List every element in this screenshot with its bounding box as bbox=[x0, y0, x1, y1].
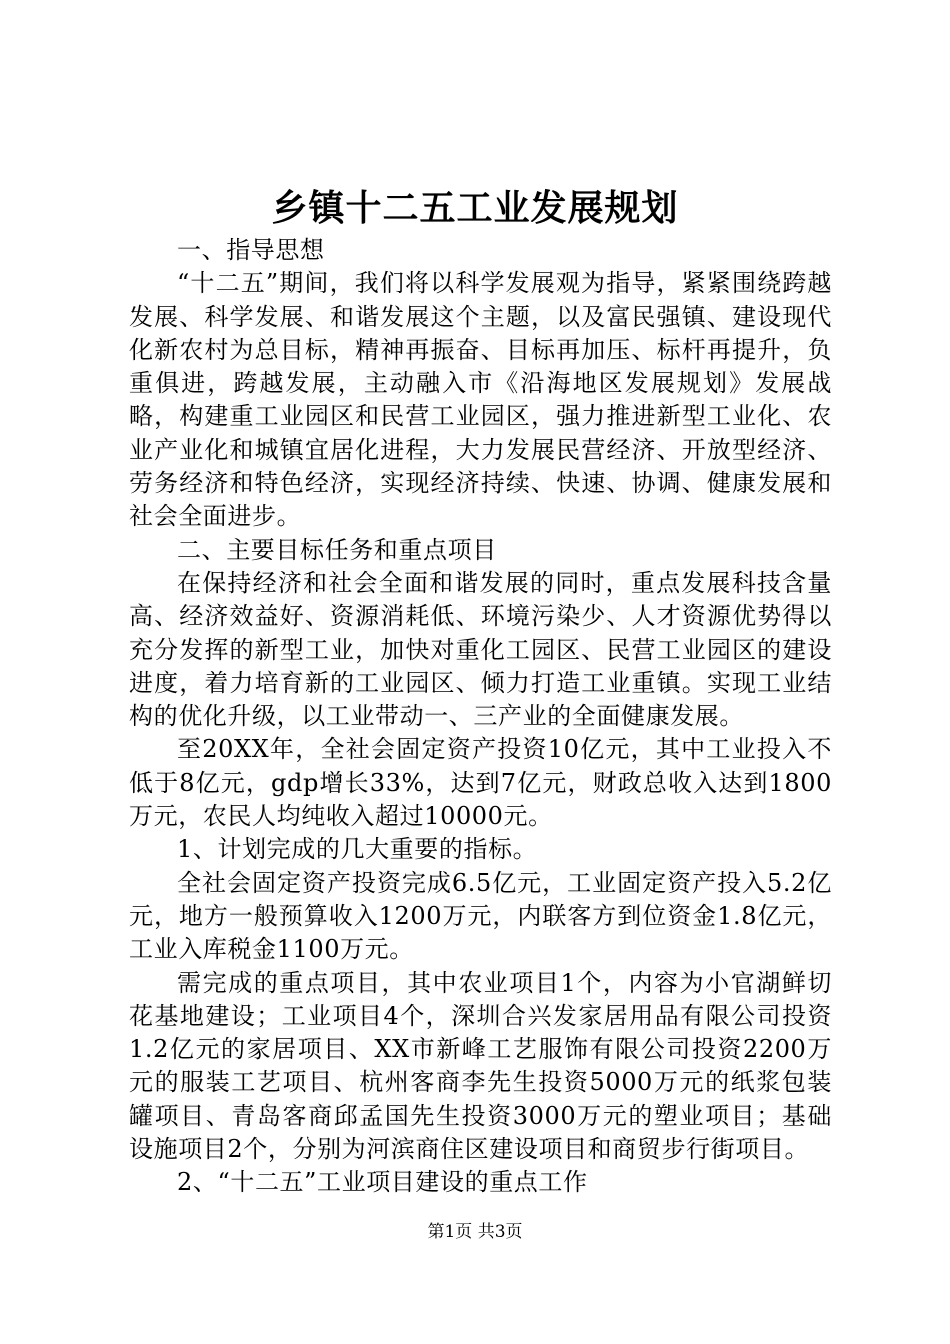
paragraph-key-projects: 需完成的重点项目，其中农业项目1个，内容为小官湖鲜切花基地建设；工业项目4个，深圳合兴发家居用品有限公司投资1.2亿元的家居项目、XX市新峰工艺服饰有限公司投资2200万元的服装工艺项目、杭州客商李先生投资5000万元的纸浆包装罐项目、青岛客商邱孟国先生投资3000万元的塑业项目；基础设施项目2个，分别为河滨商住区建设项目和商贸步行街项目。 bbox=[129, 968, 832, 1164]
paragraph-investment-targets: 至20XX年，全社会固定资产投资10亿元，其中工业投入不低于8亿元，gdp增长33%，达到7亿元，财政总收入达到1800万元，农民人均纯收入超过10000元。 bbox=[129, 735, 832, 831]
section-heading-main-goals: 二、主要目标任务和重点项目 bbox=[177, 535, 497, 564]
subheading-key-indicators: 1、计划完成的几大重要的指标。 bbox=[177, 835, 538, 864]
section-heading-guiding-ideology: 一、指导思想 bbox=[177, 236, 325, 264]
document-title: 乡镇十二五工业发展规划 bbox=[271, 187, 679, 229]
subheading-key-work: 2、“十二五”工业项目建设的重点工作 bbox=[177, 1168, 588, 1197]
paragraph-main-goals: 在保持经济和社会全面和谐发展的同时，重点发展科技含量高、经济效益好、资源消耗低、环境污染少、人才资源优势得以充分发挥的新型工业，加快对重化工园区、民营工业园区的建设进度，着力培育新的工业园区、倾力打造工业重镇。实现工业结构的优化升级，以工业带动一、三产业的全面健康发展。 bbox=[129, 568, 832, 731]
paragraph-key-indicators: 全社会固定资产投资完成6.5亿元，工业固定资产投入5.2亿元，地方一般预算收入1200万元，内联客方到位资金1.8亿元，工业入库税金1100万元。 bbox=[129, 868, 832, 964]
paragraph-guiding-ideology: “十二五”期间，我们将以科学发展观为指导，紧紧围绕跨越发展、科学发展、和谐发展这个主题，以及富民强镇、建设现代化新农村为总目标，精神再振奋、目标再加压、标杆再提升，负重俱进，跨越发展，主动融入市《沿海地区发展规划》发展战略，构建重工业园区和民营工业园区，强力推进新型工业化、农业产业化和城镇宜居化进程，大力发展民营经济、开放型经济、劳务经济和特色经济，实现经济持续、快速、协调、健康发展和社会全面进步。 bbox=[129, 269, 832, 531]
page-number: 第1页 共3页 bbox=[427, 1222, 523, 1242]
document-body bbox=[129, 234, 832, 1200]
